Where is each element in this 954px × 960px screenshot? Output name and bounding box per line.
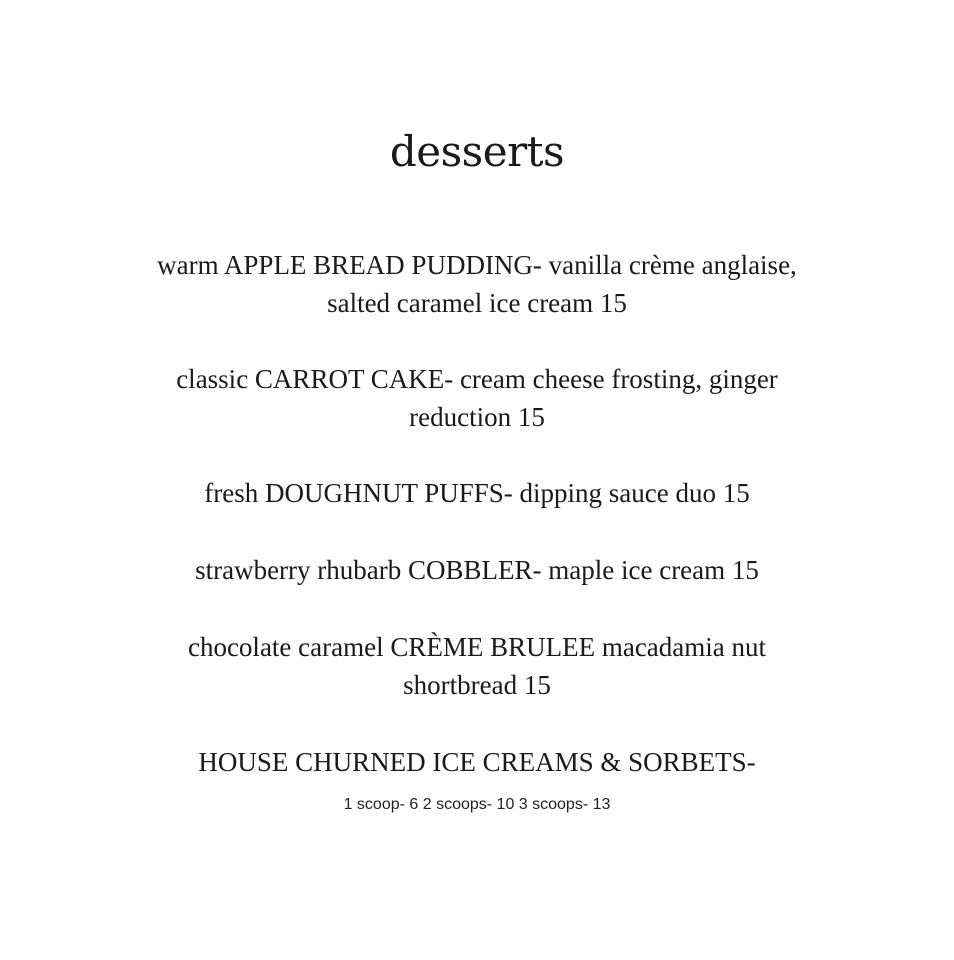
menu-item-creme-brulee	[0, 628, 954, 704]
menu-item-doughnut-puffs	[0, 474, 954, 512]
ice-cream-price-list: 1 scoop- 6 2 scoops- 10 3 scoops- 13	[343, 796, 611, 813]
menu-item-cobbler	[0, 551, 954, 589]
menu-item-apple-bread-pudding	[0, 246, 954, 322]
menu-item-ice-creams-sorbets	[0, 743, 954, 781]
menu-item-text: classic CARROT CAKE- cream cheese frosting, ginger	[176, 364, 778, 394]
menu-item-text: strawberry rhubarb COBBLER- maple ice cream 15	[195, 555, 759, 585]
menu-item-text: salted caramel ice cream 15	[327, 288, 627, 318]
menu-item-text: warm APPLE BREAD PUDDING- vanilla crème anglaise,	[157, 250, 797, 280]
menu-item-text: shortbread 15	[403, 670, 551, 700]
menu-item-text: HOUSE CHURNED ICE CREAMS & SORBETS-	[198, 747, 756, 777]
menu-item-text: fresh DOUGHNUT PUFFS- dipping sauce duo 15	[204, 478, 750, 508]
menu-title: desserts	[389, 127, 565, 176]
menu-item-text: reduction 15	[409, 402, 545, 432]
menu-item-text: chocolate caramel CRÈME BRULEE macadamia nut	[187, 632, 767, 662]
menu-item-carrot-cake	[0, 360, 954, 436]
